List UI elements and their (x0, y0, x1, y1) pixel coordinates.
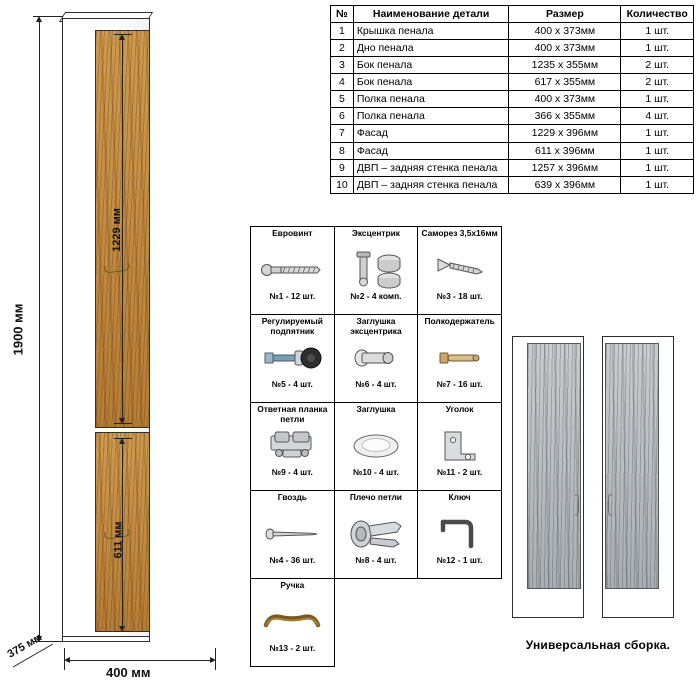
height-tick-top (33, 16, 63, 17)
assembly-caption: Универсальная сборка. (525, 638, 671, 652)
width-dimension-label: 400 мм (106, 665, 151, 680)
upper-door-dimension-label: 1229 мм (110, 208, 123, 252)
hardware-code: №1 - 12 шт. (269, 291, 316, 301)
hardware-cell-corner-bracket (418, 403, 502, 491)
cell-qty: 4 шт. (621, 108, 694, 125)
allen-key-icon (419, 513, 500, 555)
table-row (331, 57, 694, 74)
cell-number: 7 (331, 125, 354, 142)
cabinet-plinth (62, 636, 150, 642)
cell-name: Бок пенала (353, 74, 509, 91)
cabinet-left-hand (512, 336, 584, 618)
door-handle-icon (574, 494, 579, 516)
table-row (331, 108, 694, 125)
cell-number: 6 (331, 108, 354, 125)
hardware-title: Ключ (448, 492, 471, 502)
hardware-cell-cap-cover (334, 403, 418, 491)
hardware-legend-grid (250, 226, 502, 667)
cell-qty: 1 шт. (621, 125, 694, 142)
cell-name: ДВП – задняя стенка пенала (353, 159, 509, 176)
hardware-title: Уголок (445, 404, 474, 414)
hardware-row (251, 491, 502, 579)
width-dimension-line (70, 660, 210, 661)
corner-bracket-icon (419, 425, 500, 467)
cell-qty: 1 шт. (621, 23, 694, 40)
hardware-title: Эксцентрик (351, 228, 400, 238)
cell-qty: 2 шт. (621, 57, 694, 74)
cell-number: 8 (331, 142, 354, 159)
cell-qty: 1 шт. (621, 91, 694, 108)
hardware-row (251, 227, 502, 315)
hardware-cell-empty (334, 579, 418, 667)
depth-dimension-label: 375 мм (5, 631, 45, 661)
hardware-cell-nail (251, 491, 335, 579)
hardware-cell-hinge-arm (334, 491, 418, 579)
cell-size: 366 х 355мм (509, 108, 621, 125)
hardware-code: №7 - 16 шт. (436, 379, 483, 389)
hardware-code: №10 - 4 шт. (353, 467, 399, 477)
width-tick-right (215, 648, 216, 670)
hardware-title: Саморез 3,5х16мм (421, 228, 498, 238)
hardware-code: №6 - 4 шт. (355, 379, 397, 389)
cell-name: Фасад (353, 125, 509, 142)
cam-lock-icon (336, 249, 417, 291)
handle-icon (252, 601, 333, 643)
lower-door-tick-bottom (114, 631, 132, 632)
lower-door-tick-top (114, 438, 132, 439)
hardware-title: Плечо петли (349, 492, 402, 502)
hardware-title: Ручка (280, 580, 305, 590)
hinge-arm-icon (336, 513, 417, 555)
hardware-code: №5 - 4 шт. (271, 379, 313, 389)
cabinet-door-panel (605, 343, 659, 589)
cell-qty: 1 шт. (621, 40, 694, 57)
universal-assembly-illustration (506, 336, 696, 636)
height-dimension-label: 1900 мм (10, 303, 26, 356)
hardware-title: Евровинт (272, 228, 313, 238)
table-row (331, 125, 694, 142)
cell-name: Фасад (353, 142, 509, 159)
hardware-cell-euro-screw (251, 227, 335, 315)
cell-size: 1257 х 396мм (509, 159, 621, 176)
hardware-cell-self-tapping-screw (418, 227, 502, 315)
height-dimension-line (39, 22, 40, 636)
hardware-row (251, 315, 502, 403)
cell-qty: 1 шт. (621, 159, 694, 176)
cell-size: 400 х 373мм (509, 23, 621, 40)
hinge-plate-icon (252, 425, 333, 467)
table-header-row (331, 6, 694, 23)
hardware-cell-cam-lock (334, 227, 418, 315)
hardware-title: Полкодержатель (424, 316, 495, 326)
adjustable-foot-icon (252, 337, 333, 379)
hardware-code: №9 - 4 шт. (271, 467, 313, 477)
hardware-code: №11 - 2 шт. (436, 467, 483, 477)
shelf-support-icon (419, 337, 500, 379)
hardware-cell-cam-cap (334, 315, 418, 403)
cell-name: Полка пенала (353, 91, 509, 108)
parts-list-table (330, 5, 694, 194)
cell-size: 400 х 373мм (509, 40, 621, 57)
hardware-row (251, 579, 502, 667)
hardware-code: №3 - 18 шт. (436, 291, 483, 301)
header-name: Наименование детали (353, 6, 509, 23)
cell-number: 1 (331, 23, 354, 40)
header-size: Размер (509, 6, 621, 23)
hardware-cell-empty (418, 579, 502, 667)
nail-icon (252, 513, 333, 555)
table-row (331, 159, 694, 176)
cell-qty: 1 шт. (621, 142, 694, 159)
hardware-title: Регулируемый подпятник (261, 316, 323, 336)
cell-name: Бок пенала (353, 57, 509, 74)
header-number: № (331, 6, 354, 23)
cell-qty: 2 шт. (621, 74, 694, 91)
door-handle-icon (608, 494, 613, 516)
hardware-title: Ответная планка петли (257, 404, 328, 424)
hardware-cell-shelf-support (418, 315, 502, 403)
cell-qty: 1 шт. (621, 176, 694, 193)
euro-screw-icon (252, 249, 333, 291)
hardware-title: Заглушка эксцентрика (350, 316, 402, 336)
cam-cap-icon (336, 337, 417, 379)
hardware-code: №13 - 2 шт. (269, 643, 316, 653)
upper-door-tick-top (114, 34, 132, 35)
cell-number: 9 (331, 159, 354, 176)
cell-size: 639 х 396мм (509, 176, 621, 193)
hardware-title: Заглушка (356, 404, 396, 414)
cell-number: 5 (331, 91, 354, 108)
width-tick-left (64, 648, 65, 670)
table-row (331, 176, 694, 193)
cell-name: ДВП – задняя стенка пенала (353, 176, 509, 193)
table-row (331, 23, 694, 40)
self-tapping-screw-icon (419, 249, 500, 291)
hardware-title: Гвоздь (277, 492, 307, 502)
cell-size: 1229 х 396мм (509, 125, 621, 142)
cabinet-door-panel (527, 343, 581, 589)
hardware-code: №2 - 4 комп. (350, 291, 402, 301)
cap-cover-icon (336, 425, 417, 467)
cabinet-right-hand (602, 336, 674, 618)
cell-size: 611 х 396мм (509, 142, 621, 159)
table-row (331, 74, 694, 91)
cell-number: 2 (331, 40, 354, 57)
cell-size: 1235 х 355мм (509, 57, 621, 74)
table-row (331, 91, 694, 108)
hardware-cell-adjustable-foot (251, 315, 335, 403)
header-qty: Количество (621, 6, 694, 23)
door-handle-icon (104, 261, 131, 274)
table-row (331, 40, 694, 57)
hardware-cell-handle (251, 579, 335, 667)
cell-size: 617 х 355мм (509, 74, 621, 91)
hardware-code: №4 - 36 шт. (269, 555, 316, 565)
upper-door-tick-bottom (114, 423, 132, 424)
cell-number: 4 (331, 74, 354, 91)
cell-number: 3 (331, 57, 354, 74)
hardware-code: №12 - 1 шт. (436, 555, 483, 565)
cell-size: 400 х 373мм (509, 91, 621, 108)
hardware-cell-allen-key (418, 491, 502, 579)
lower-door-dimension-label: 611 мм (112, 521, 125, 559)
cell-number: 10 (331, 176, 354, 193)
hardware-row (251, 403, 502, 491)
table-row (331, 142, 694, 159)
cabinet-elevation-drawing (0, 0, 250, 689)
hardware-cell-hinge-plate (251, 403, 335, 491)
cell-name: Полка пенала (353, 108, 509, 125)
hardware-code: №8 - 4 шт. (355, 555, 397, 565)
cell-name: Дно пенала (353, 40, 509, 57)
cell-name: Крышка пенала (353, 23, 509, 40)
